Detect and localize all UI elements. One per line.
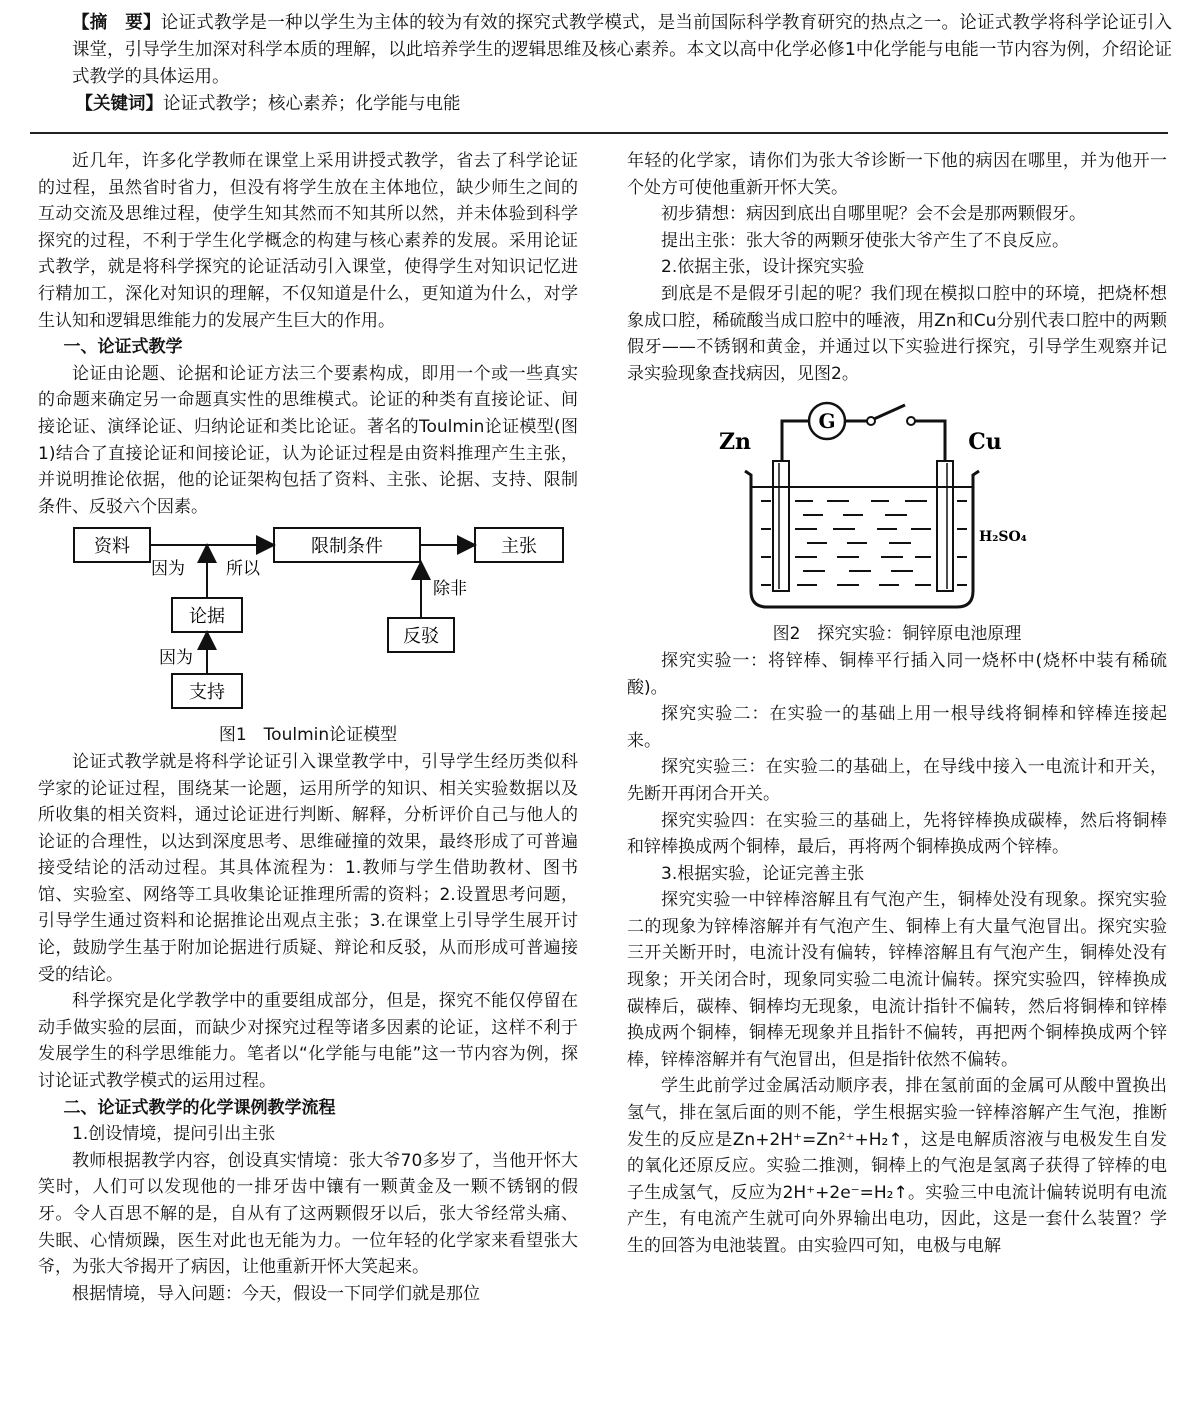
results-paragraph: 探究实验一中锌棒溶解且有气泡产生，铜棒处没有现象。探究实验二的现象为锌棒溶解并有气泡产生、铜棒上有大量气泡冒出。探究实验三开关断开时，电流计没有偏转，锌棒溶解且有气泡产生，铜棒处没有现象；开关闭合时，现象同实验二电流计偏转。探究实验四，锌棒换成碳棒后，碳棒、铜棒均无现象，电流计指针不偏转，然后将铜棒和锌棒换成两个铜棒，铜棒无现象并且指针不偏转，再把两个铜棒换成两个锌棒，锌棒溶解并有气泡冒出，但是指针依然不偏转。 [627,890,1167,1070]
label-because-1: 因为 [151,559,185,580]
abstract-text: 论证式教学是一种以学生为主体的较为有效的探究式教学模式，是当前国际科学教育研究的热点之一。论证式教学将科学论证引入课堂，引导学生加深对科学本质的理解，以此培养学生的逻辑思维及核心素养。本文以高中化学必修1中化学能与电能一节内容为例，介绍论证式教学的具体运用。 [72,13,1173,87]
box-warrant-text: 论据 [189,606,225,628]
right-column [627,148,1167,1260]
box-data-text: 资料 [94,536,130,558]
keywords-text: 论证式教学；核心素养；化学能与电能 [163,94,461,114]
box-rebuttal-text: 反驳 [403,626,439,648]
galvanometer-label: G [818,409,836,434]
question-continuation: 年轻的化学家，请你们为张大爷诊断一下他的病因在哪里，并为他开一个处方可使他重新开怀大笑。 [627,151,1167,198]
subheading-1: 1.创设情境，提问引出主张 [72,1124,276,1145]
question-intro-paragraph: 根据情境，导入问题：今天，假设一下同学们就是那位 [72,1283,480,1304]
analysis-paragraph [627,1073,1167,1259]
figure-1-caption: 图1 Toulmin论证模型 [218,725,398,746]
claim-paragraph: 提出主张：张大爷的两颗牙使张大爷产生了不良反应。 [661,230,1069,251]
experiment-design-paragraph: 到底是不是假牙引起的呢？我们现在模拟口腔中的环境，把烧杯想象成口腔，稀硫酸当成口腔中的唾液，用Zn和Cu分别代表口腔中的两颗假牙——不锈钢和黄金，并通过以下实验进行探究，引导学生观察并记录实验现象查找病因，见图2。 [627,283,1167,384]
switch-contact-right [907,417,915,425]
box-qualifier-text: 限制条件 [311,536,383,558]
galvanic-cell-diagram [627,391,1167,621]
equation-zinc-reaction: Zn+2H⁺=Zn²⁺+H₂↑ [732,1129,903,1150]
analysis-text-b: ，这是电解质溶液与电极发生自发的氧化还原反应。实验二推测，铜棒上的气泡是氢离子获得了锌棒的电子生成氢气，反应为 [627,1129,1168,1203]
header-divider [30,132,1168,134]
initial-guess-paragraph: 初步猜想：病因到底出自哪里呢？会不会是那两颗假牙。 [661,204,1086,225]
toulmin-diagram-svg [38,522,578,722]
abstract-paragraph [72,10,1172,91]
acid-label: H₂SO₄ [979,529,1027,546]
label-unless: 除非 [433,579,467,600]
experiment-3: 探究实验三：在实验二的基础上，在导线中接入一电流计和开关，先断开再闭合开关。 [627,757,1167,804]
experiment-2: 探究实验二：在实验一的基础上用一根导线将铜棒和锌棒连接起来。 [627,704,1167,751]
intro-paragraph: 近几年，许多化学教师在课堂上采用讲授式教学，省去了科学论证的过程，虽然省时省力，但没有将学生放在主体地位，缺少师生之间的互动交流及思维过程，使学生知其然而不知其所以然，并未体验到科学探究的过程，不利于学生化学概念的构建与核心素养的发展。采用论证式教学，就是将科学探究的论证活动引入课堂，使得学生对知识记忆进行精加工，深化对知识的理解，不仅知道是什么，更知道为什么，对学生认知和逻辑思维能力的发展产生巨大的作用。 [38,151,578,331]
box-backing-text: 支持 [189,682,225,704]
abstract-block [72,10,1172,118]
experiment-4: 探究实验四：在实验三的基础上，先将锌棒换成碳棒，然后将铜棒和锌棒换成两个铜棒，最后，再将两个铜棒换成两个锌棒。 [627,810,1167,858]
inquiry-paragraph: 科学探究是化学教学中的重要组成部分，但是，探究不能仅停留在动手做实验的层面，而缺少对探究过程等诸多因素的论证，这样不利于发展学生的科学思维能力。笔者以“化学能与电能”这一节内容为例，探讨论证式教学模式的运用过程。 [38,991,578,1092]
copper-electrode [937,461,953,591]
wire-right [915,421,945,461]
abstract-label: 【摘 要】 [72,13,161,33]
left-column [38,148,578,1307]
figure-2-caption: 图2 探究实验：铜锌原电池原理 [772,624,1022,645]
section-heading-1: 一、论证式教学 [63,337,183,358]
equation-hydrogen-reduction: 2H⁺+2e⁻=H₂↑ [782,1182,908,1203]
switch-icon [874,405,905,419]
toulmin-diagram [38,522,578,722]
argument-definition-paragraph: 论证由论题、论据和论证方法三个要素构成，即用一个或一些真实的命题来确定另一命题真实性的思维模式。论证的种类有直接论证、间接论证、演绎论证、归纳论证和类比论证。著名的Toulmin论证模型(图1)结合了直接论证和间接论证，认为论证过程是由资料推理产生主张，并说明推论依据，他的论证架构包括了资料、主张、论据、支持、限制条件、反驳六个因素。 [38,363,578,517]
keywords-paragraph [72,91,1172,118]
label-so: 所以 [226,559,260,580]
analysis-text-a: 学生此前学过金属活动顺序表，排在氢前面的金属可从酸中置换出氢气，排在氢后面的则不能，学生根据实验一锌棒溶解产生气泡，推断发生的反应是 [627,1076,1167,1150]
copper-label: Cu [968,429,1002,456]
subheading-2: 2.依据主张，设计探究实验 [661,257,865,278]
analysis-text-c: 。实验三中电流计偏转说明有电流产生，有电流产生就可向外界输出电功，因此，这是一套什么装置？学生的回答为电池装置。由实验四可知，电极与电解 [627,1182,1168,1256]
wire-left [782,421,809,461]
argumentative-teaching-paragraph: 论证式教学就是将科学论证引入课堂教学中，引导学生经历类似科学家的论证过程，围绕某一论题，运用所学的知识、相关实验数据以及所收集的相关资料，通过论证进行判断、解释，分析评价自己与他人的论证的合理性，以达到深度思考、思维碰撞的效果，最终形成了可普遍接受结论的活动过程。其具体流程为：1.教师与学生借助教材、图书馆、实验室、网络等工具收集论证推理所需的资料；2.设置思考问题，引导学生通过资料和论据推论出观点主张；3.在课堂上引导学生展开讨论，鼓励学生基于附加论据进行质疑、辩论和反驳，从而形成可普遍接受的结论。 [38,751,578,985]
galvanic-cell-svg [627,391,1167,621]
box-claim-text: 主张 [501,536,537,558]
subheading-3: 3.根据实验，论证完善主张 [661,863,865,884]
zinc-label: Zn [718,429,752,456]
experiment-1: 探究实验一：将锌棒、铜棒平行插入同一烧杯中(烧杯中装有稀硫酸)。 [627,650,1167,698]
label-because-2: 因为 [159,648,193,669]
keywords-label: 【关键词】 [75,94,163,114]
section-heading-2: 二、论证式教学的化学课例教学流程 [63,1097,336,1118]
scenario-paragraph: 教师根据教学内容，创设真实情境：张大爷70多岁了，当他开怀大笑时，人们可以发现他的一排牙齿中镶有一颗黄金及一颗不锈钢的假牙。令人百思不解的是，自从有了这两颗假牙以后，张大爷经常头痛、失眠、心情烦躁，医生对此也无能为力。一位年轻的化学家来看望张大爷，为张大爷揭开了病因，让他重新开怀大笑起来。 [38,1150,578,1278]
zinc-electrode [773,461,789,591]
